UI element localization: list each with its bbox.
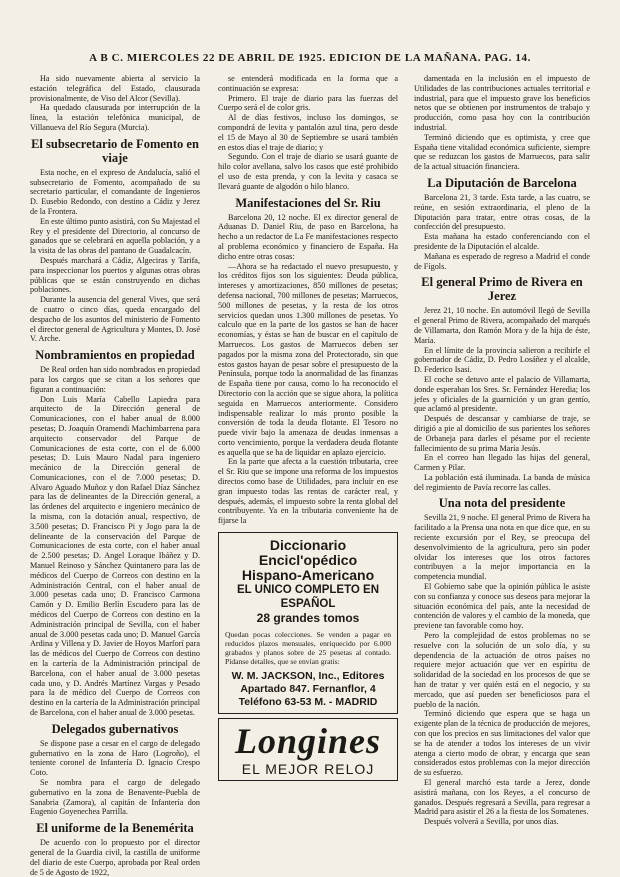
paragraph: damentada en la inclusión en el impuesto de Utilidades de las contribuciones actuales territorial e industrial, para que el impuesto grave los beneficios netos que se obtienen por instrumentos de trabajo y producción, como pasa hoy con la contribución industrial. <box>414 74 590 132</box>
paragraph: Ha quedado clausurada por interrupción de la línea, la estación telefónica municipal, de Villanueva del Río Segura (Murcia). <box>30 103 200 132</box>
paragraph: Se dispone pase a cesar en el cargo de delegado gubernativo en la zona de Haro (Logroño), el teniente coronel de Infantería D. Ignacio Crespo Coto. <box>30 738 200 778</box>
paragraph: Después volverá a Sevilla, por unos días. <box>424 817 559 827</box>
ad-phone: Teléfono 63-53 M. - MADRID <box>238 696 378 709</box>
paragraph: La población está iluminada. La banda de música del regimiento de Pavía recorre las calles. <box>414 472 590 492</box>
paragraph: Barcelona 21, 3 tarde. Esta tarde, a las cuatro, se reúne, en sesión extraordinaria, el pleno de la Diputación para tratar, entre otras cosas, de la confección del presupuesto. <box>414 192 590 232</box>
paragraph: Terminó diciendo que es optimista, y cree que España tiene vitalidad económica suficiente, siempre que se reduzcan los gastos de Marruecos, para salir de la actual situación financiera. <box>414 132 590 172</box>
headline-diputacion: La Diputación de Barcelona <box>427 175 577 190</box>
paragraph: Mañana es esperado de regreso a Madrid el conde de Fígols. <box>414 251 590 271</box>
paragraph: Esta noche, en el expreso de Andalucía, salió el subsecretario de Fomento, acompañado de su secretario particular, el comandante de Ingenieros D. Eusebio Redondo, con destino a Cádiz y Jerez de la Frontera. <box>30 167 200 216</box>
paragraph: Sevilla 21, 9 noche. El general Primo de Rivera ha facilitado a la Prensa una nota en que dice que, en su reciente excursión por el Rey, se preocupa del desenvolvimiento de la agricultura, pero sin poder olvidar los intereses que los otros factores contribuyen a la mejor importancia en la competencia mundial. <box>414 513 590 582</box>
ad-slogan: EL MEJOR RELOJ <box>241 761 375 778</box>
paragraph: El general marchó esta tarde a Jerez, donde asistirá mañana, con los Reyes, a el concurso de ganados. Después regresará a Sevilla, para regresar a Madrid para asistir el 26 a la fiesta de los Somatenes. <box>414 778 590 817</box>
headline-primo-rivera: El general Primo de Rivera en Jerez <box>421 275 583 304</box>
paragraph: se entenderá modificada en la forma que a continuación se expresa: <box>218 74 398 93</box>
paragraph: Ha sido nuevamente abierta al servicio la estación telegráfica del Estado, clausurada provisionalmente, de Viso del Alcor (Sevilla). <box>30 74 200 103</box>
ad-company: W. M. JACKSON, Inc., Editores <box>231 670 385 683</box>
headline-nombramientos: Nombramientos en propiedad <box>35 348 195 363</box>
headline-uniforme: El uniforme de la Benemérita <box>36 821 194 836</box>
paragraph: De acuerdo con lo propuesto por el director general de la Guardia civil, la castilla de uniforme del diario de este Cuerpo, aprobada por Real orden de 5 de Agosto de 1922, <box>30 838 200 877</box>
ad-address: Apartado 847. Fernanflor, 4 <box>240 683 376 696</box>
column-3 <box>414 74 590 834</box>
paragraph: Esta mañana ha estado conferenciando con el presidente de la Diputación el alcalde. <box>414 232 590 251</box>
headline-nota-presidente: Una nota del presidente <box>438 496 566 511</box>
paragraph: En la parte que afecta a la cuestión tributaria, cree el Sr. Riu que se impone una reforma de los impuestos directos como base de Utilidades, para incluir en ese gran impuesto todas las rentas de carácter real, y después, además, el impuesto sobre la renta global del contribuyente. Ya en la tributaria conveniente ha de fijarse la <box>218 457 398 526</box>
paragraph: Don Luis María Cabello Lapiedra para arquitecto de la Dirección general de Comunicaciones, con el haber anual de 8.000 pesetas; D. Joaquín Oramendi Machimbarrena para arquitecto conservador del Parque de Comunicaciones de esta corte, con el de 6.000 pesetas; D. Luis Mauro Nadal para ingeniero mecánico de la Dirección general de Comunicaciones, con el de 7.000 pesetas; D. Alvaro Aguado Muñoz y don Rafael Díaz Sánchez para las de delineantes de la Dirección general, a las órdenes del arquitecto e ingeniero mecánico de la misma, con la dotación anual, respectivo, de 3.500 pesetas; D. Francisco Pi y Jogo para la de delineante de la conservación del Parque de Comunicaciones de esta corte, con el haber anual de 2.500 pesetas; D. Angel Loraque Ibáñez y D. Manuel Reinoso y Sánchez Quintanero para las de médicos del Cuerpo de Correos con destino en la Administración Central, con el haber anual de 3.000 pesetas cada uno; D. Francisco Carmona Camón y D. Emilio Berlín Escudero para las de médicos del Cuerpo de Correos con destino en la Administración principal de Sevilla, con el haber anual de 3.000 pesetas cada uno; D. Manuel García Ardina y Villena y D. Javier de Hoyos Marforí para las de médicos del Cuerpo de Correos con destino en la cartería de la Administración principal de Barcelona, con el haber anual de 3.000 pesetas cada uno, y D. Andrés Martínez Vargas y Pesado para la de médico del Cuerpo de Correos con destino en la cartería de la Administración principal de Barcelona, con el haber anual de 3.000 pesetas. <box>30 394 200 718</box>
ad-subtitle: Hispano-Americano <box>241 567 375 584</box>
paragraph: Después marchará a Cádiz, Algeciras y Tarifa, para inspeccionar los puertos y algunas otras obras públicas que se están construyendo en dichas poblaciones. <box>30 255 200 295</box>
paragraph: Después de descansar y cambiarse de traje, se dirigió a pie al domicilio de sus parientes los señores de Orbaneja para darles el pésame por el reciente fallecimiento de su prima María Jesús. <box>414 414 590 453</box>
paragraph: Primero. El traje de diario para las fuerzas del Cuerpo será el de color gris. <box>218 93 398 113</box>
page-header: A B C. MIERCOLES 22 DE ABRIL DE 1925. EDICION DE LA MAÑANA. PAG. 14. <box>89 52 531 64</box>
ad-body: Quedan pocas colecciones. Se venden a pagar en reducidos plazos mensuales, enriquecido por 6.000 grabados y planos sobre de 25 pesetas al contado. Pídanse detalles, que se envían gratis: <box>225 630 391 667</box>
column-1 <box>30 74 200 877</box>
paragraph: Segundo. Con el traje de diario se usará guante de hilo color avellana, salvo los casos que esté prohibido el uso de esta prenda, y con la levita y casaca se llevará guante de algodón o hilo blanco. <box>218 152 398 191</box>
paragraph: Durante la ausencia del general Vives, que será de cuatro o cinco días, queda encargado del despacho de los asuntos del ministerio de Fomento el director general de Agricultura y Montes, D. José V. Arche. <box>30 295 200 344</box>
headline-subsecretario: El subsecretario de Fomento en viaje <box>31 136 199 165</box>
paragraph: El coche se detuvo ante el palacio de Villamarta, donde esperaban los Sres. Sr. Fernández Heredia; los jefes y oficiales de la guarnición y un gran gentío, que aclamó al presidente. <box>414 374 590 414</box>
ad-claim: EL UNICO COMPLETO EN ESPAÑOL <box>236 584 380 611</box>
paragraph: —Ahora se ha redactado el nuevo presupuesto, y los créditos fijos son los siguientes: Deuda pública, intereses y amortizaciones, 850 millones de pesetas; defensa nacional, 700 millones de pesetas; Marruecos, 500 millones de pesetas, y la resta de los otros servicios quedan unos 1.300 millones de pesetas. Yo calculo que en la parte de los gastos se han de hacer economías, y éstas se han de buscar en el capítulo de Marruecos. Los gastos de Marruecos deben ser pagados por la misma zona del Protectorado, sin que estos gastos hayan de pesar sobre el presupuesto de la Península, porque todo la anormalidad de las finanzas de España tiene por causa, como lo ha reconocido el Directorio con la acción que se sigue ahora, la política seguida en Marruecos anteriormente. Considero indispensable realizar lo más pronto posible la conversión de toda la deuda flotante. El Tesoro no puede vivir bajo la amenaza de deudas inmensas a corto vencimiento, porque la verdadera deuda flotante es aquella que se ha de liquidar en aplazo ejercicio. <box>218 261 398 457</box>
longines-logo: Longines <box>234 721 382 762</box>
paragraph: Terminó diciendo que espera que se haga un exigente plan de la técnica de producción de mejores, con que los precios en sus limitaciones del valor que se ha de atender a todos los intereses de un vivir atenga a cierto modo de obrar, y encarga que sean considerados estos problemas con la mejor dirección de su esfuerzo. <box>414 709 590 778</box>
longines-advertisement <box>218 718 398 781</box>
paragraph: De Real orden han sido nombrados en propiedad para los cargos que se citan a los señores que figuran a continuación: <box>30 365 200 394</box>
paragraph: Pero la complejidad de estos problemas no se resuelve con la solución de un solo día, y su dependencia de la actuación de otros países no requiere mejor actuación que ver en espíritu de solidaridad de la sociedad en los procesos de que se han de tratar y ver quién está en el negocio, y su mercado, que así pueden ser beneficiosos para el pueblo de la nación. <box>414 631 590 709</box>
paragraph: En este último punto asistirá, con Su Majestad el Rey y el presidente del Directorio, al concurso de ganados que se celebrará en aquella población, y a la visita de las obras del pantano de Guadalcacín. <box>30 216 200 256</box>
headline-delegados: Delegados gubernativos <box>51 721 179 736</box>
dictionary-advertisement <box>218 532 398 714</box>
paragraph: Barcelona 20, 12 noche. El ex director general de Aduanas D. Daniel Riu, de paso en Barcelona, ha hecho a un redactor de La Fe manifestaciones respecto al problema económico y financiero de España. Ha dicho entre otras cosas: <box>218 212 398 261</box>
paragraph: Se nombra para el cargo de delegado gubernativo en la zona de Benavente-Puebla de Sanabria (Zamora), al capitán de Infantería don Eugenio Goyenechea Parrilla. <box>30 778 200 817</box>
paragraph: El Gobierno sabe que la opinión pública le asiste con su confianza y conoce sus deseos para mejorar la situación económica del país, ante la necesidad de contención de valores y el cambio de la moneda, que previene tan favorable como hoy. <box>414 582 590 631</box>
ad-volumes: 28 grandes tomos <box>256 611 360 626</box>
paragraph: En el límite de la provincia salieron a recibirle el gobernador de Cádiz, D. Pedro Losáñez y el alcalde, D. Federico Isasi. <box>414 345 590 375</box>
paragraph: Jerez 21, 10 noche. En automóvil llegó de Sevilla el general Primo de Rivera, acompañado del marqués de Villamarta, don Ramón Mora y de la hija de éste, María. <box>414 306 590 345</box>
paragraph: Al de días festivos, incluso los domingos, se compondrá de levita y pantalón azul tina, pero desde el 15 de Mayo al 30 de Septiembre se usará también en estos días el traje de diario; y <box>218 113 398 152</box>
column-2 <box>218 74 398 834</box>
headline-riu: Manifestaciones del Sr. Riu <box>235 195 381 210</box>
ad-title: Diccionario Encicl'opédico <box>258 537 358 569</box>
paragraph: En el correo han llegado las hijas del general, Carmen y Pilar. <box>414 453 590 473</box>
